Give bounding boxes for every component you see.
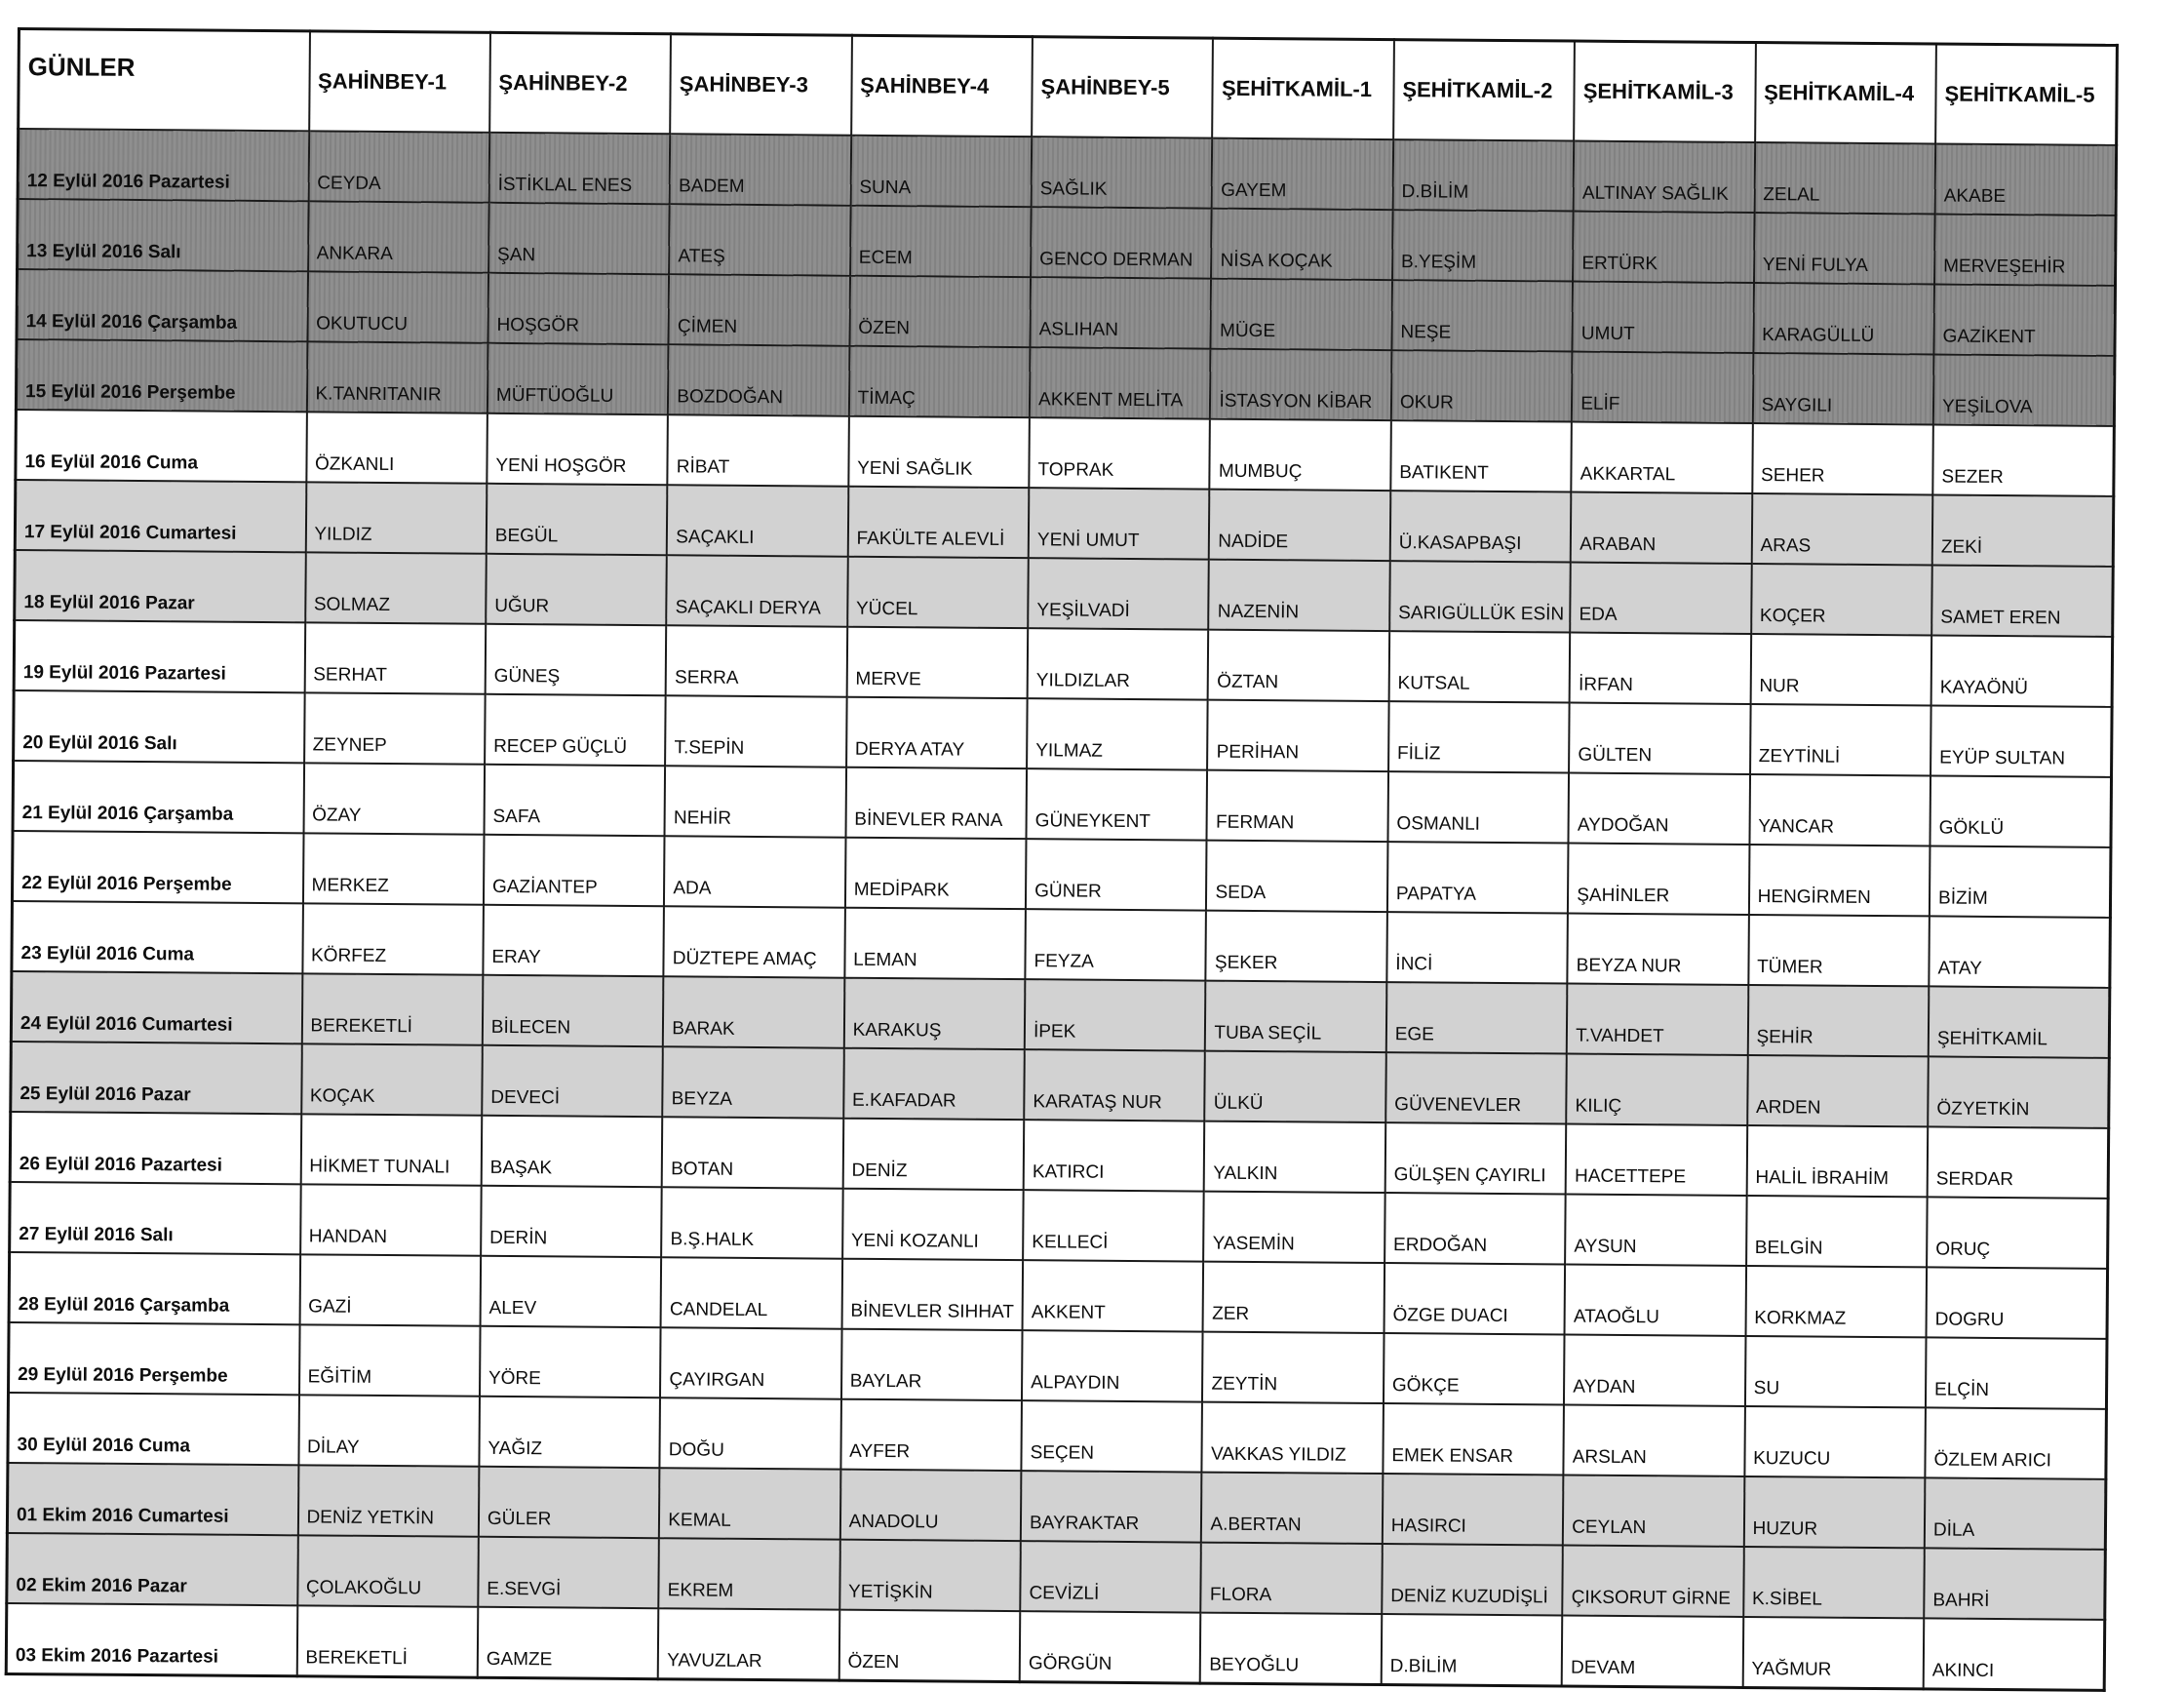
pharmacy-cell: DİLAY — [298, 1395, 480, 1466]
pharmacy-cell: ÇİMEN — [669, 274, 850, 345]
pharmacy-cell: BİNEVLER RANA — [845, 767, 1027, 839]
pharmacy-cell: BİLECEN — [483, 975, 664, 1046]
pharmacy-cell: BEREKETLİ — [301, 973, 483, 1044]
pharmacy-cell: İNCİ — [1386, 912, 1568, 983]
pharmacy-cell: ERDOĞAN — [1384, 1193, 1566, 1264]
pharmacy-cell: BOTAN — [662, 1117, 843, 1188]
pharmacy-cell: YASEMİN — [1204, 1192, 1385, 1263]
pharmacy-cell: BELGİN — [1746, 1196, 1928, 1267]
day-cell: 16 Eylül 2016 Cuma — [16, 410, 307, 482]
column-header-location: ŞEHİTKAMİL-1 — [1213, 38, 1394, 139]
pharmacy-cell: SEDA — [1206, 841, 1387, 912]
pharmacy-cell: EGE — [1386, 982, 1568, 1053]
pharmacy-cell: NEŞE — [1391, 280, 1573, 351]
pharmacy-cell: ARAS — [1751, 493, 1932, 565]
pharmacy-cell: OSMANLI — [1387, 771, 1569, 843]
pharmacy-cell: HUZUR — [1743, 1476, 1925, 1548]
pharmacy-cell: YILDIZLAR — [1028, 628, 1209, 699]
pharmacy-cell: ŞEHİTKAMİL — [1929, 986, 2110, 1057]
pharmacy-cell: MÜGE — [1211, 279, 1392, 350]
pharmacy-cell: SU — [1745, 1336, 1927, 1407]
pharmacy-cell: TİMAÇ — [849, 346, 1031, 417]
pharmacy-cell: ÖZLEM ARICI — [1925, 1407, 2106, 1478]
pharmacy-cell: UMUT — [1573, 282, 1754, 353]
pharmacy-cell: TOPRAK — [1029, 417, 1210, 489]
pharmacy-cell: BEGÜL — [487, 484, 668, 555]
column-header-location: ŞAHİNBEY-4 — [851, 35, 1033, 137]
pharmacy-cell: E.KAFADAR — [843, 1048, 1025, 1120]
pharmacy-cell: AKKENT MELİTA — [1030, 347, 1211, 418]
pharmacy-cell: ZEYNEP — [304, 692, 486, 764]
pharmacy-cell: SAYGILI — [1752, 353, 1933, 424]
pharmacy-cell: ŞAHİNLER — [1568, 844, 1749, 915]
pharmacy-cell: TUBA SEÇİL — [1205, 981, 1386, 1052]
pharmacy-cell: KEMAL — [659, 1468, 840, 1539]
pharmacy-cell: ATEŞ — [669, 204, 850, 275]
pharmacy-cell: GÜNER — [1026, 839, 1207, 910]
pharmacy-cell: İPEK — [1025, 979, 1206, 1050]
day-cell: 20 Eylül 2016 Salı — [14, 690, 305, 763]
pharmacy-cell: DOGRU — [1927, 1267, 2108, 1338]
pharmacy-cell: K.TANRITANIR — [306, 341, 488, 413]
day-cell: 12 Eylül 2016 Pazartesi — [18, 129, 309, 201]
pharmacy-cell: CEYLAN — [1563, 1475, 1744, 1546]
day-cell: 14 Eylül 2016 Çarşamba — [17, 269, 308, 341]
pharmacy-cell: UĞUR — [486, 554, 667, 625]
pharmacy-cell: AYSUN — [1565, 1195, 1746, 1266]
pharmacy-cell: KAYAÖNÜ — [1931, 635, 2113, 706]
pharmacy-cell: BEYOĞLU — [1200, 1613, 1382, 1685]
day-cell: 02 Ekim 2016 Pazar — [7, 1533, 298, 1605]
pharmacy-cell: SEZER — [1932, 424, 2114, 495]
day-cell: 28 Eylül 2016 Çarşamba — [9, 1252, 300, 1324]
pharmacy-cell: ERAY — [483, 905, 664, 976]
pharmacy-cell: B.Ş.HALK — [661, 1187, 842, 1258]
pharmacy-cell: GÖRGÜN — [1020, 1611, 1201, 1683]
pharmacy-cell: BATIKENT — [1390, 420, 1572, 492]
pharmacy-cell: CEYDA — [308, 131, 489, 202]
pharmacy-cell: GAYEM — [1212, 138, 1393, 210]
pharmacy-cell: ALEV — [480, 1256, 661, 1327]
pharmacy-cell: BİNEVLER SIHHAT — [841, 1259, 1023, 1330]
column-header-location: ŞAHİNBEY-3 — [670, 34, 851, 136]
pharmacy-cell: KELLECİ — [1023, 1190, 1204, 1261]
pharmacy-cell: YEŞİLOVA — [1933, 354, 2115, 425]
pharmacy-cell: BARAK — [663, 976, 844, 1047]
pharmacy-cell: DENİZ — [842, 1119, 1024, 1190]
pharmacy-cell: DİLA — [1925, 1477, 2106, 1549]
pharmacy-cell: SAÇAKLI DERYA — [666, 555, 847, 626]
pharmacy-cell: SEÇEN — [1021, 1400, 1202, 1472]
day-cell: 13 Eylül 2016 Salı — [18, 199, 309, 271]
pharmacy-cell: BADEM — [670, 134, 851, 205]
pharmacy-cell: MERKEZ — [302, 833, 484, 904]
pharmacy-cell: MERVE — [846, 627, 1028, 698]
pharmacy-cell: MUMBUÇ — [1210, 419, 1391, 491]
pharmacy-cell: FERMAN — [1207, 770, 1388, 842]
pharmacy-cell: ADA — [664, 836, 845, 907]
pharmacy-cell: GÖKÇE — [1384, 1333, 1565, 1404]
pharmacy-cell: AKABE — [1935, 143, 2117, 215]
pharmacy-cell: SERDAR — [1928, 1126, 2109, 1198]
pharmacy-cell: ÜLKÜ — [1205, 1051, 1386, 1122]
pharmacy-cell: ALTINAY SAĞLIK — [1574, 141, 1755, 213]
day-cell: 25 Eylül 2016 Pazar — [11, 1042, 302, 1114]
pharmacy-cell: SAMET EREN — [1931, 565, 2113, 636]
pharmacy-cell: E.SEVGİ — [478, 1537, 659, 1608]
pharmacy-cell: BAHRİ — [1924, 1548, 2105, 1619]
pharmacy-cell: BİZİM — [1930, 846, 2111, 917]
pharmacy-cell: KOÇER — [1751, 564, 1932, 635]
pharmacy-cell: D.BİLİM — [1382, 1614, 1563, 1686]
pharmacy-cell: ASLIHAN — [1031, 277, 1212, 348]
column-header-location: ŞEHİTKAMİL-2 — [1393, 40, 1575, 141]
pharmacy-cell: DERYA ATAY — [846, 697, 1028, 768]
pharmacy-cell: RECEP GÜÇLÜ — [485, 694, 666, 766]
pharmacy-cell: PERİHAN — [1208, 700, 1389, 771]
pharmacy-cell: BOZDOĞAN — [668, 344, 849, 415]
pharmacy-cell: İSTİKLAL ENES — [488, 133, 670, 204]
pharmacy-cell: YAĞMUR — [1742, 1617, 1924, 1689]
pharmacy-cell: YILDIZ — [305, 482, 487, 553]
pharmacy-cell: YILMAZ — [1027, 698, 1208, 769]
pharmacy-cell: NADİDE — [1209, 490, 1390, 561]
pharmacy-cell: B.YEŞİM — [1392, 210, 1574, 281]
pharmacy-cell: KARAGÜLLÜ — [1753, 283, 1934, 354]
pharmacy-cell: YANCAR — [1749, 774, 1930, 846]
pharmacy-cell: MEDİPARK — [845, 838, 1027, 909]
column-header-location: ŞAHİNBEY-5 — [1032, 37, 1213, 138]
pharmacy-cell: HANDAN — [300, 1184, 482, 1255]
pharmacy-cell: GENCO DERMAN — [1031, 207, 1212, 278]
pharmacy-cell: SAĞLIK — [1032, 137, 1213, 208]
pharmacy-cell: A.BERTAN — [1201, 1473, 1383, 1544]
pharmacy-cell: ELİF — [1572, 352, 1753, 423]
pharmacy-cell: SAÇAKLI — [667, 485, 848, 556]
column-header-days: GÜNLER — [19, 29, 310, 132]
pharmacy-cell: İRFAN — [1570, 633, 1751, 704]
day-cell: 18 Eylül 2016 Pazar — [15, 550, 306, 622]
pharmacy-cell: AYFER — [840, 1399, 1022, 1471]
pharmacy-cell: Ü.KASAPBAŞI — [1390, 491, 1572, 562]
pharmacy-cell: HİKMET TUNALI — [300, 1114, 482, 1185]
pharmacy-cell: SUNA — [850, 136, 1032, 207]
pharmacy-cell: KÖRFEZ — [302, 903, 484, 974]
day-cell: 19 Eylül 2016 Pazartesi — [14, 620, 305, 692]
column-header-location: ŞEHİTKAMİL-3 — [1574, 41, 1755, 142]
pharmacy-cell: ZEKİ — [1932, 494, 2114, 566]
pharmacy-cell: SERHAT — [304, 622, 486, 693]
pharmacy-cell: DEVECİ — [482, 1045, 663, 1117]
pharmacy-cell: FAKÜLTE ALEVLİ — [847, 487, 1029, 558]
pharmacy-cell: ZER — [1203, 1262, 1384, 1333]
pharmacy-cell: ŞEHİR — [1747, 985, 1929, 1056]
day-cell: 22 Eylül 2016 Perşembe — [12, 831, 303, 903]
pharmacy-cell: ERTÜRK — [1573, 212, 1754, 283]
pharmacy-cell: KUTSAL — [1388, 631, 1570, 702]
day-cell: 27 Eylül 2016 Salı — [10, 1182, 301, 1254]
pharmacy-cell: YENİ HOŞGÖR — [487, 413, 668, 485]
pharmacy-cell: YAVUZLAR — [658, 1608, 839, 1680]
pharmacy-cell: CANDELAL — [661, 1257, 842, 1328]
pharmacy-cell: GÜLER — [479, 1467, 660, 1538]
pharmacy-cell: ŞAN — [488, 203, 670, 274]
pharmacy-cell: DERİN — [481, 1186, 662, 1257]
pharmacy-cell: D.BİLİM — [1392, 139, 1574, 211]
pharmacy-cell: ÇIKSORUT GİRNE — [1562, 1545, 1743, 1616]
pharmacy-cell: GAZİ — [299, 1254, 481, 1325]
pharmacy-cell: NAZENİN — [1209, 560, 1390, 631]
day-cell: 01 Ekim 2016 Cumartesi — [7, 1463, 298, 1535]
pharmacy-cell: ARSLAN — [1564, 1405, 1745, 1476]
header-row — [19, 29, 2118, 145]
pharmacy-cell: ATAY — [1929, 916, 2110, 987]
pharmacy-cell: CEVİZLİ — [1020, 1541, 1201, 1612]
pharmacy-cell: KORKMAZ — [1745, 1266, 1927, 1337]
pharmacy-cell: ZEYTİNLİ — [1750, 704, 1931, 775]
pharmacy-cell: AYDAN — [1564, 1335, 1745, 1406]
pharmacy-cell: KOÇAK — [301, 1043, 483, 1115]
day-cell: 29 Eylül 2016 Perşembe — [9, 1322, 300, 1395]
pharmacy-cell: FİLİZ — [1388, 701, 1570, 772]
pharmacy-cell: DEVAM — [1562, 1615, 1743, 1687]
pharmacy-cell: NİSA KOÇAK — [1211, 209, 1392, 280]
pharmacy-cell: YÖRE — [480, 1326, 661, 1397]
pharmacy-cell: KARAKUŞ — [843, 978, 1025, 1049]
pharmacy-cell: BEREKETLİ — [296, 1605, 478, 1677]
pharmacy-cell: YENİ SAĞLIK — [848, 416, 1030, 488]
pharmacy-cell: KATIRCI — [1024, 1120, 1205, 1191]
pharmacy-cell: HASIRCI — [1383, 1474, 1564, 1545]
pharmacy-cell: EKREM — [659, 1538, 840, 1609]
pharmacy-cell: BEYZA NUR — [1568, 914, 1749, 985]
pharmacy-cell: T.SEPİN — [665, 695, 846, 767]
day-cell: 03 Ekim 2016 Pazartesi — [6, 1603, 297, 1676]
pharmacy-cell: DENİZ YETKİN — [297, 1465, 479, 1536]
pharmacy-cell: ÖZAY — [303, 763, 485, 834]
pharmacy-cell: EYÜP SULTAN — [1930, 705, 2112, 776]
schedule-sheet — [5, 27, 2116, 1692]
pharmacy-cell: VAKKAS YILDIZ — [1202, 1402, 1384, 1474]
column-header-location: ŞEHİTKAMİL-4 — [1755, 43, 1936, 144]
pharmacy-cell: K.SİBEL — [1743, 1547, 1925, 1618]
pharmacy-cell: SEHER — [1752, 423, 1933, 494]
pharmacy-cell: BAŞAK — [482, 1116, 663, 1187]
pharmacy-duty-table — [5, 27, 2119, 1692]
pharmacy-cell: YALKIN — [1204, 1121, 1385, 1193]
pharmacy-cell: YEŞİLVADİ — [1028, 558, 1209, 629]
pharmacy-cell: SOLMAZ — [305, 552, 487, 623]
pharmacy-cell: ZEYTİN — [1202, 1332, 1384, 1403]
pharmacy-cell: MERVEŞEHİR — [1934, 214, 2116, 285]
pharmacy-cell: AKKENT — [1023, 1260, 1204, 1331]
pharmacy-cell: ATAOĞLU — [1565, 1265, 1746, 1336]
table-row — [6, 1603, 2104, 1690]
pharmacy-cell: HENGİRMEN — [1749, 845, 1930, 916]
pharmacy-cell: YENİ UMUT — [1029, 488, 1210, 559]
pharmacy-cell: GÜNEŞ — [486, 624, 667, 695]
pharmacy-cell: EMEK ENSAR — [1383, 1403, 1564, 1475]
pharmacy-cell: NEHİR — [665, 766, 846, 837]
pharmacy-cell: EDA — [1570, 563, 1751, 634]
column-header-location: ŞAHİNBEY-1 — [309, 31, 490, 133]
pharmacy-cell: MÜFTÜOĞLU — [488, 343, 669, 414]
pharmacy-cell: GÖKLÜ — [1930, 775, 2111, 846]
pharmacy-cell: AKKARTAL — [1572, 422, 1753, 493]
pharmacy-cell: FEYZA — [1025, 909, 1206, 980]
pharmacy-cell: ÇOLAKOĞLU — [297, 1535, 479, 1606]
pharmacy-cell: EĞİTİM — [298, 1324, 480, 1396]
pharmacy-cell: T.VAHDET — [1567, 984, 1748, 1055]
pharmacy-cell: GAZİANTEP — [484, 835, 665, 906]
pharmacy-cell: ARABAN — [1571, 492, 1752, 564]
pharmacy-cell: HOŞGÖR — [488, 273, 669, 344]
column-header-location: ŞEHİTKAMİL-5 — [1935, 44, 2117, 145]
pharmacy-cell: ÖZEN — [838, 1610, 1020, 1682]
pharmacy-cell: GÜVENEVLER — [1385, 1052, 1567, 1123]
column-header-location: ŞAHİNBEY-2 — [489, 32, 671, 134]
pharmacy-cell: KARATAŞ NUR — [1024, 1049, 1205, 1121]
pharmacy-cell: AYDOĞAN — [1569, 773, 1750, 845]
pharmacy-cell: BAYRAKTAR — [1021, 1471, 1202, 1542]
pharmacy-cell: YÜCEL — [847, 557, 1029, 628]
pharmacy-cell: ÖZGE DUACI — [1384, 1263, 1565, 1334]
pharmacy-cell: BAYLAR — [841, 1329, 1023, 1400]
day-cell: 24 Eylül 2016 Cumartesi — [11, 971, 302, 1043]
pharmacy-cell: OKUR — [1391, 350, 1573, 421]
pharmacy-cell: ÖZKANLI — [306, 412, 488, 483]
pharmacy-cell: SAFA — [484, 765, 665, 836]
pharmacy-cell: SARIGÜLLÜK ESİN — [1389, 561, 1571, 632]
pharmacy-cell: GÜNEYKENT — [1027, 768, 1208, 840]
pharmacy-cell: ÖZYETKİN — [1928, 1056, 2109, 1127]
pharmacy-cell: YETİŞKİN — [839, 1540, 1021, 1611]
pharmacy-cell: ARDEN — [1747, 1055, 1929, 1126]
pharmacy-cell: NUR — [1750, 634, 1931, 705]
day-cell: 30 Eylül 2016 Cuma — [8, 1393, 299, 1465]
pharmacy-cell: BEYZA — [663, 1046, 844, 1118]
pharmacy-cell: ÖZTAN — [1208, 630, 1389, 701]
pharmacy-cell: DOĞU — [660, 1397, 841, 1469]
pharmacy-cell: ELÇİN — [1926, 1337, 2107, 1408]
pharmacy-cell: İSTASYON KİBAR — [1210, 349, 1391, 420]
pharmacy-cell: LEMAN — [844, 908, 1026, 979]
pharmacy-cell: ŞEKER — [1206, 911, 1387, 982]
pharmacy-cell: GAZİKENT — [1933, 284, 2115, 355]
pharmacy-cell: ZELAL — [1754, 142, 1935, 214]
pharmacy-cell: KILIÇ — [1566, 1054, 1747, 1125]
pharmacy-cell: GÜLŞEN ÇAYIRLI — [1385, 1122, 1567, 1194]
pharmacy-cell: DENİZ KUZUDİŞLİ — [1382, 1544, 1563, 1615]
pharmacy-cell: ORUÇ — [1927, 1197, 2108, 1268]
pharmacy-cell: ECEM — [850, 206, 1032, 277]
day-cell: 26 Eylül 2016 Pazartesi — [10, 1112, 301, 1184]
pharmacy-cell: SERRA — [666, 625, 847, 696]
pharmacy-cell: ÇAYIRGAN — [660, 1327, 841, 1398]
pharmacy-cell: ANADOLU — [840, 1470, 1022, 1541]
day-cell: 15 Eylül 2016 Perşembe — [16, 339, 307, 412]
pharmacy-cell: YENİ FULYA — [1754, 213, 1935, 284]
pharmacy-cell: HACETTEPE — [1566, 1124, 1747, 1196]
pharmacy-cell: FLORA — [1201, 1543, 1383, 1614]
pharmacy-cell: ALPAYDIN — [1022, 1330, 1203, 1401]
pharmacy-cell: GÜLTEN — [1569, 703, 1750, 774]
pharmacy-cell: PAPATYA — [1387, 842, 1569, 913]
pharmacy-cell: ANKARA — [308, 201, 489, 272]
day-cell: 17 Eylül 2016 Cumartesi — [15, 480, 306, 552]
pharmacy-cell: GAMZE — [478, 1607, 659, 1679]
pharmacy-cell: AKINCI — [1924, 1618, 2105, 1690]
pharmacy-cell: DÜZTEPE AMAÇ — [664, 906, 845, 977]
pharmacy-cell: YENİ KOZANLI — [842, 1189, 1024, 1260]
pharmacy-cell: HALİL İBRAHİM — [1746, 1125, 1928, 1197]
day-cell: 21 Eylül 2016 Çarşamba — [13, 761, 304, 833]
pharmacy-cell: ÖZEN — [849, 276, 1031, 347]
pharmacy-cell: TÜMER — [1748, 915, 1930, 986]
pharmacy-cell: KUZUCU — [1744, 1406, 1926, 1477]
pharmacy-cell: RİBAT — [668, 414, 849, 486]
pharmacy-cell: YAĞIZ — [479, 1397, 660, 1468]
pharmacy-cell: OKUTUCU — [307, 271, 488, 342]
day-cell: 23 Eylül 2016 Cuma — [12, 901, 303, 973]
